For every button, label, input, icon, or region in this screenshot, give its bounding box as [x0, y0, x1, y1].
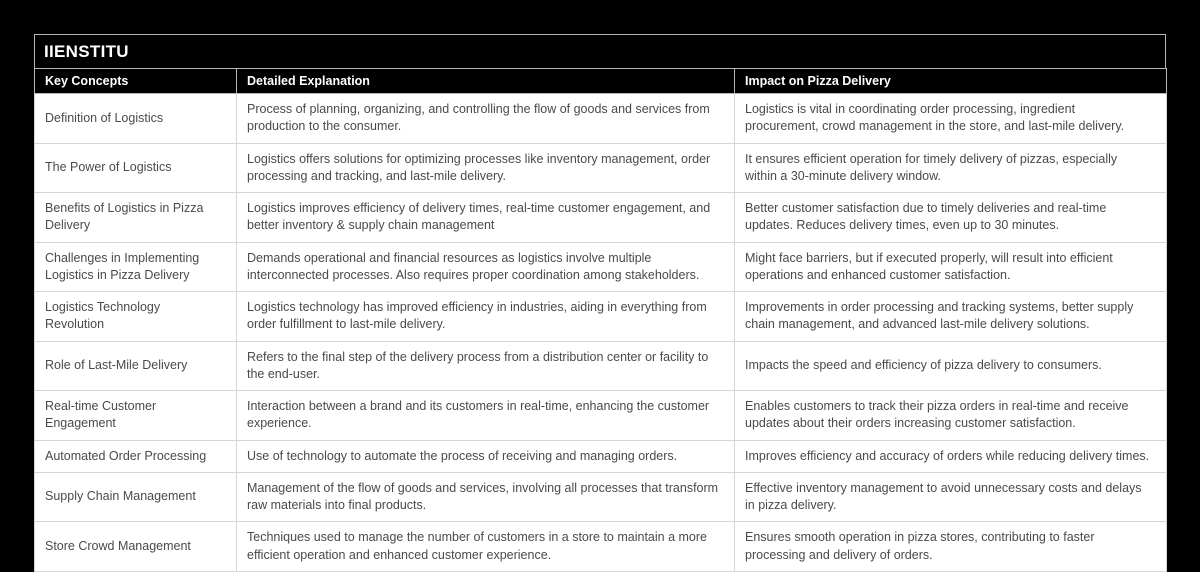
impact-cell: Effective inventory management to avoid unnecessary costs and delays in pizza delivery. — [735, 472, 1167, 522]
table-row — [35, 341, 1167, 391]
key-concept-cell: Definition of Logistics — [35, 94, 237, 144]
impact-cell: Enables customers to track their pizza orders in real-time and receive updates about their orders increasing customer satisfaction. — [735, 391, 1167, 441]
impact-cell: Ensures smooth operation in pizza stores, contributing to faster processing and delivery of orders. — [735, 522, 1167, 572]
detailed-explanation-cell: Process of planning, organizing, and controlling the flow of goods and services from production to the consumer. — [237, 94, 735, 144]
table-row — [35, 292, 1167, 342]
detailed-explanation-cell: Use of technology to automate the process of receiving and managing orders. — [237, 440, 735, 472]
detailed-explanation-cell: Refers to the final step of the delivery process from a distribution center or facility to the end-user. — [237, 341, 735, 391]
detailed-explanation-cell: Interaction between a brand and its customers in real-time, enhancing the customer experience. — [237, 391, 735, 441]
key-concept-cell: Supply Chain Management — [35, 472, 237, 522]
table-row — [35, 391, 1167, 441]
table-row — [35, 522, 1167, 572]
logistics-table — [34, 68, 1167, 572]
impact-cell: Impacts the speed and efficiency of pizza delivery to consumers. — [735, 341, 1167, 391]
key-concept-cell: Store Crowd Management — [35, 522, 237, 572]
detailed-explanation-cell: Demands operational and financial resources as logistics involve multiple interconnected processes. Also requires proper coordination among stakeholders. — [237, 242, 735, 292]
content-sheet — [34, 34, 1166, 572]
detailed-explanation-cell: Techniques used to manage the number of customers in a store to maintain a more efficient operation and enhanced customer experience. — [237, 522, 735, 572]
detailed-explanation-cell: Logistics offers solutions for optimizing processes like inventory management, order processing and tracking, and last-mile delivery. — [237, 143, 735, 193]
key-concept-cell: Benefits of Logistics in Pizza Delivery — [35, 193, 237, 243]
key-concept-cell: Logistics Technology Revolution — [35, 292, 237, 342]
table-body — [35, 94, 1167, 572]
key-concept-cell: The Power of Logistics — [35, 143, 237, 193]
key-concept-cell: Challenges in Implementing Logistics in Pizza Delivery — [35, 242, 237, 292]
table-row — [35, 440, 1167, 472]
column-header-key-concepts: Key Concepts — [35, 69, 237, 94]
impact-cell: Improves efficiency and accuracy of orders while reducing delivery times. — [735, 440, 1167, 472]
detailed-explanation-cell: Management of the flow of goods and services, involving all processes that transform raw materials into final products. — [237, 472, 735, 522]
detailed-explanation-cell: Logistics technology has improved efficiency in industries, aiding in everything from order fulfillment to last-mile delivery. — [237, 292, 735, 342]
brand-title-bar — [34, 34, 1166, 68]
brand-title: IIENSTITU — [44, 42, 129, 61]
impact-cell: Better customer satisfaction due to timely deliveries and real-time updates. Reduces delivery times, even up to 30 minutes. — [735, 193, 1167, 243]
impact-cell: It ensures efficient operation for timely delivery of pizzas, especially within a 30-minute delivery window. — [735, 143, 1167, 193]
column-header-detailed-explanation: Detailed Explanation — [237, 69, 735, 94]
impact-cell: Might face barriers, but if executed properly, will result into efficient operations and enhanced customer satisfaction. — [735, 242, 1167, 292]
column-header-impact-on-pizza-delivery: Impact on Pizza Delivery — [735, 69, 1167, 94]
impact-cell: Improvements in order processing and tracking systems, better supply chain management, and advanced last-mile delivery solutions. — [735, 292, 1167, 342]
key-concept-cell: Role of Last-Mile Delivery — [35, 341, 237, 391]
table-row — [35, 143, 1167, 193]
key-concept-cell: Real-time Customer Engagement — [35, 391, 237, 441]
table-row — [35, 472, 1167, 522]
table-row — [35, 94, 1167, 144]
table-row — [35, 193, 1167, 243]
impact-cell: Logistics is vital in coordinating order processing, ingredient procurement, crowd management in the store, and last-mile delivery. — [735, 94, 1167, 144]
table-row — [35, 242, 1167, 292]
detailed-explanation-cell: Logistics improves efficiency of delivery times, real-time customer engagement, and better inventory & supply chain management — [237, 193, 735, 243]
key-concept-cell: Automated Order Processing — [35, 440, 237, 472]
header-row — [35, 69, 1167, 94]
